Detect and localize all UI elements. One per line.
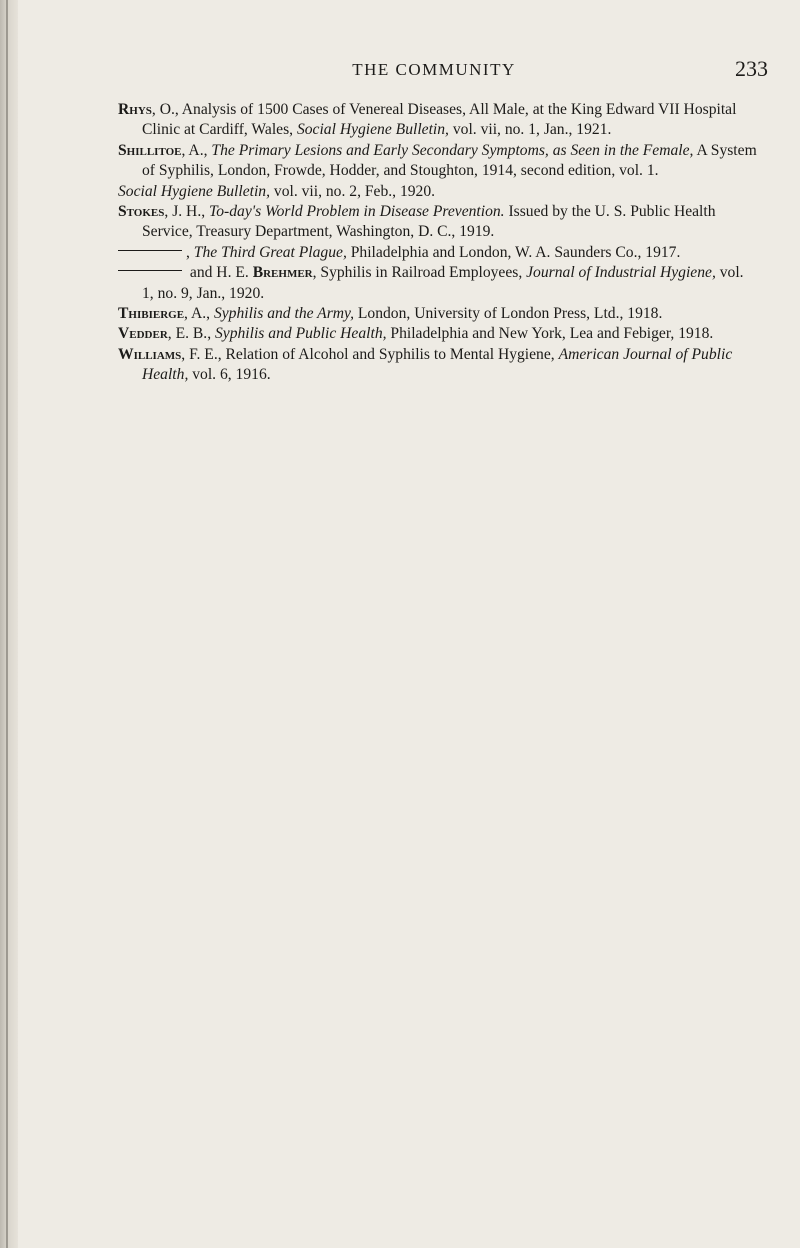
bibliography-entry	[118, 141, 758, 182]
entry-text: and H. E.	[186, 264, 253, 282]
ditto-dash	[118, 270, 182, 271]
entry-title: To-day's World Problem in Disease Prevention.	[209, 203, 505, 221]
entry-author: Williams	[118, 345, 182, 363]
entry-author: Vedder	[118, 325, 168, 343]
entry-title: American Journal of Public Health,	[142, 345, 733, 384]
page-gutter	[0, 0, 18, 1248]
bibliography-entry	[118, 100, 758, 141]
entry-text: , A.,	[181, 141, 212, 159]
binding-edge	[6, 0, 8, 1248]
entry-title: Social Hygiene Bulletin,	[296, 121, 449, 139]
entry-title: Journal of Industrial Hygiene,	[526, 264, 716, 282]
entry-tail: Philadelphia and New York, Lea and Febiger, 1918.	[386, 325, 714, 343]
entry-text: , F. E., Relation of Alcohol and Syphilis to Mental Hygiene,	[181, 345, 559, 363]
running-title: THE COMMUNITY	[352, 60, 516, 79]
entry-tail: vol. vii, no. 1, Jan., 1921.	[448, 121, 612, 139]
bibliography-entry	[118, 243, 758, 263]
entry-text: ,	[186, 243, 194, 261]
bibliography-entry	[118, 182, 758, 202]
bibliography-entry	[118, 345, 758, 386]
entry-tail: London, University of London Press, Ltd., 1918.	[353, 305, 663, 323]
entry-tail: Issued by the U. S. Public Health Service, Treasury Department, Washington, D. C., 1919.	[142, 203, 716, 241]
entry-tail: vol. vii, no. 2, Feb., 1920.	[270, 182, 436, 200]
entry-tail: vol. 1, no. 9, Jan., 1920.	[142, 264, 744, 302]
entry-tail: A System of Syphilis, London, Frowde, Hodder, and Stoughton, 1914, second edition, vol. 1.	[142, 141, 757, 180]
page-number: 233	[735, 56, 768, 81]
entry-tail: vol. 6, 1916.	[188, 366, 271, 384]
bibliography	[118, 100, 758, 386]
bibliography-entry	[118, 202, 758, 243]
entry-author: Thibierge	[118, 305, 185, 323]
bibliography-entry	[118, 263, 758, 304]
entry-coauthor: Brehmer	[252, 264, 313, 282]
entry-title: The Third Great Plague,	[193, 243, 347, 261]
bibliography-entry	[118, 324, 758, 344]
entry-title: The Primary Lesions and Early Secondary Symptoms, as Seen in the Female,	[211, 141, 694, 159]
bibliography-entry	[118, 304, 758, 324]
ditto-dash	[118, 250, 182, 251]
entry-text: , E. B.,	[167, 325, 215, 343]
entry-title: Syphilis and the Army,	[213, 305, 354, 323]
entry-author: Rhys	[118, 101, 152, 118]
entry-tail: Philadelphia and London, W. A. Saunders Co., 1917.	[346, 243, 681, 261]
entry-text: , J. H.,	[164, 203, 210, 221]
running-head	[110, 56, 768, 88]
entry-title: Social Hygiene Bulletin,	[118, 182, 270, 200]
entry-text: , Syphilis in Railroad Employees,	[312, 264, 527, 282]
entry-text: , O., Analysis of 1500 Cases of Venereal Diseases, All Male, at the King Edward VII Hospital Clinic at Cardiff, Wales,	[142, 101, 737, 139]
entry-author: Stokes	[118, 203, 165, 221]
entry-author: Shillitoe	[118, 141, 182, 159]
entry-text: , A.,	[184, 305, 214, 323]
entry-title: Syphilis and Public Health,	[215, 325, 387, 343]
